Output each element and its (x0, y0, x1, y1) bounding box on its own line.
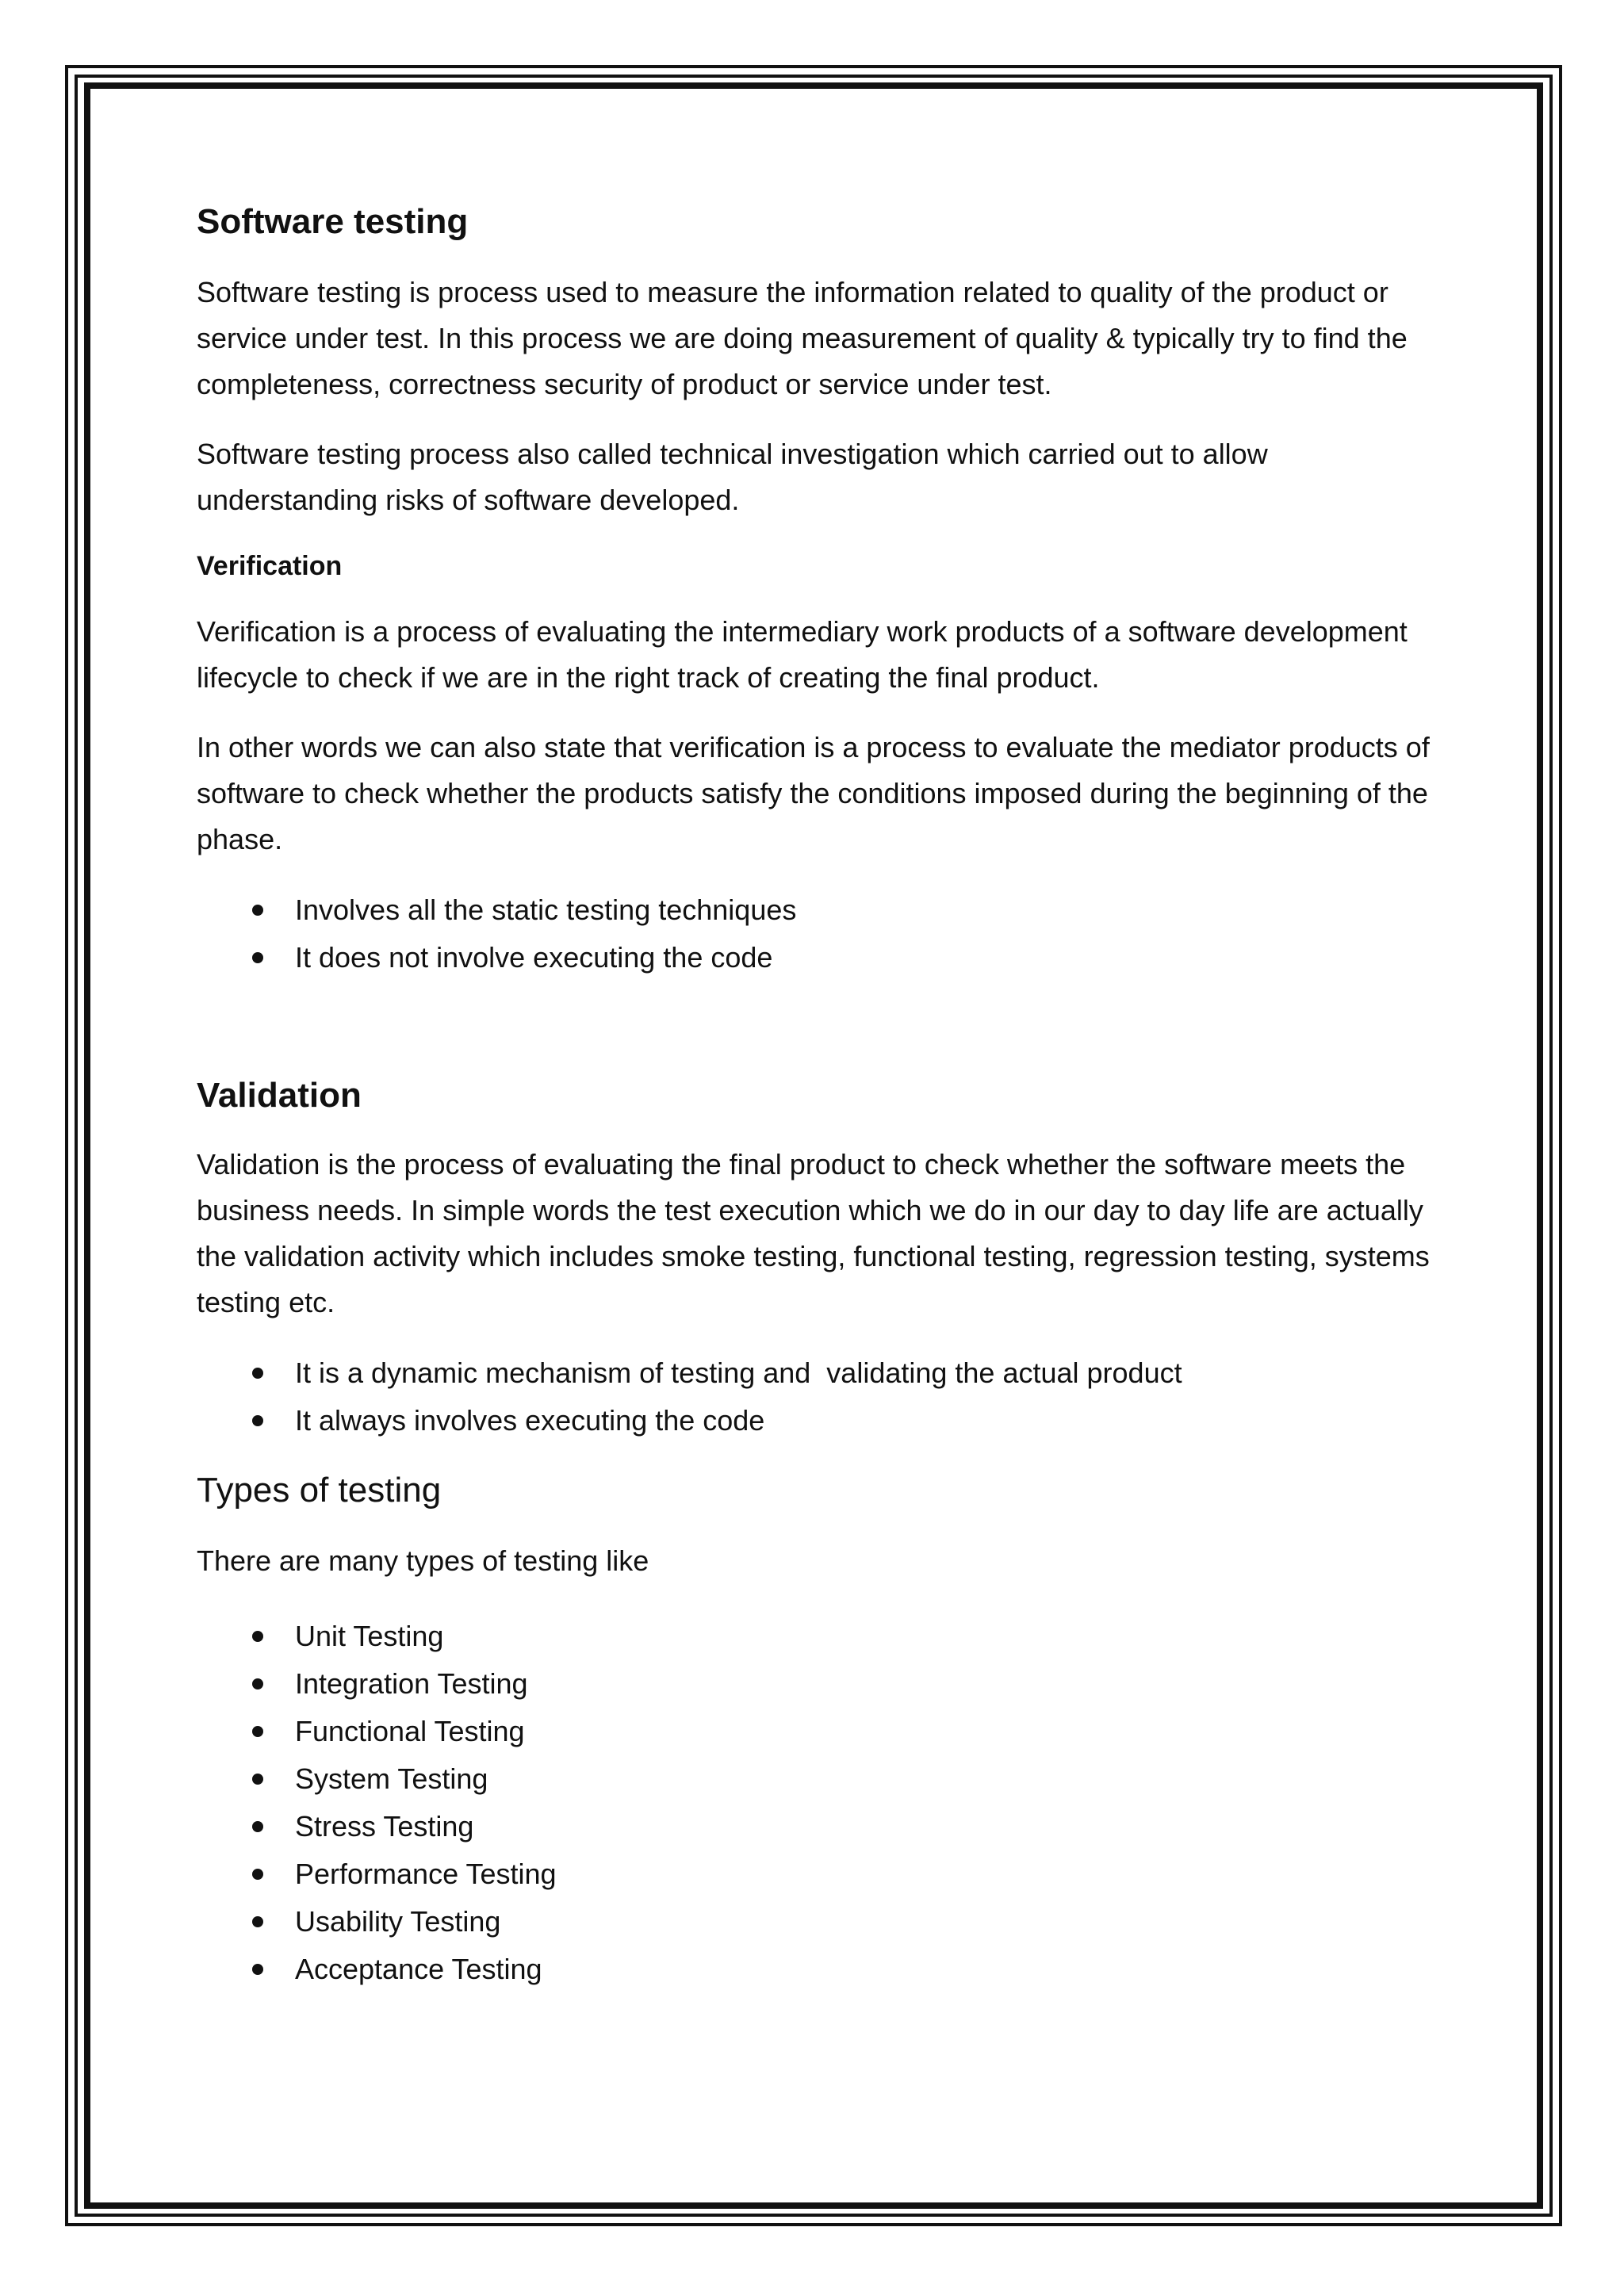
list-item (197, 1850, 1434, 1898)
list-item (197, 1898, 1434, 1946)
list-item-text: Involves all the static testing techniques (295, 894, 797, 926)
heading-validation: Validation (197, 1076, 362, 1115)
list-item-text: Unit Testing (295, 1620, 444, 1652)
list-item-text: Usability Testing (295, 1905, 501, 1938)
types-of-testing-list (197, 1613, 1434, 1993)
list-item-text: It does not involve executing the code (295, 941, 773, 974)
bullet-icon (252, 1415, 263, 1426)
list-item (197, 1349, 1434, 1397)
list-item-text: Stress Testing (295, 1810, 474, 1843)
paragraph-validation-1: Validation is the process of evaluating the final product to check whether the software meets the business needs. In simple words the test execution which we do in our day to day life are actually the validation activity which includes smoke testing, functional testing, regression testing, systems testing etc. (197, 1148, 1430, 1318)
paragraph-software-testing-1: Software testing is process used to measure the information related to quality of the product or service under test. In this process we are doing measurement of quality & typically try to find the completeness, correctness security of product or service under test. (197, 276, 1408, 400)
paragraph-types-intro: There are many types of testing like (197, 1544, 649, 1577)
bullet-icon (252, 1368, 263, 1379)
bullet-icon (252, 1964, 263, 1975)
bullet-icon (252, 952, 263, 963)
list-item (197, 1755, 1434, 1803)
heading-software-testing: Software testing (197, 202, 469, 241)
list-item-text: It is a dynamic mechanism of testing and validating the actual product (295, 1357, 1182, 1389)
list-item-text: Integration Testing (295, 1667, 528, 1700)
list-item (197, 934, 1434, 982)
bullet-icon (252, 1678, 263, 1689)
list-item (197, 1803, 1434, 1850)
list-item-text: System Testing (295, 1762, 488, 1795)
list-item-text: Functional Testing (295, 1715, 525, 1747)
paragraph-software-testing-2: Software testing process also called technical investigation which carried out to allow understanding risks of software developed. (197, 438, 1268, 516)
list-item-text: Performance Testing (295, 1858, 557, 1890)
list-item (197, 1397, 1434, 1445)
heading-verification: Verification (197, 551, 343, 581)
list-item-text: It always involves executing the code (295, 1404, 765, 1437)
bullet-icon (252, 1726, 263, 1737)
bullet-icon (252, 1916, 263, 1927)
validation-bullet-list (197, 1349, 1434, 1445)
document-body (197, 193, 1434, 2003)
paragraph-verification-2: In other words we can also state that verification is a process to evaluate the mediator products of software to check whether the products satisfy the conditions imposed during the beginning of the phase. (197, 731, 1430, 855)
list-item (197, 1613, 1434, 1660)
list-item (197, 1708, 1434, 1755)
bullet-icon (252, 1869, 263, 1880)
bullet-icon (252, 905, 263, 916)
bullet-icon (252, 1821, 263, 1832)
paragraph-verification-1: Verification is a process of evaluating the intermediary work products of a software development lifecycle to check if we are in the right track of creating the final product. (197, 615, 1408, 694)
heading-types-of-testing: Types of testing (197, 1471, 442, 1510)
list-item (197, 1946, 1434, 1993)
list-item-text: Acceptance Testing (295, 1953, 542, 1985)
bullet-icon (252, 1631, 263, 1642)
bullet-icon (252, 1774, 263, 1785)
list-item (197, 1660, 1434, 1708)
verification-bullet-list (197, 886, 1434, 982)
list-item (197, 886, 1434, 934)
